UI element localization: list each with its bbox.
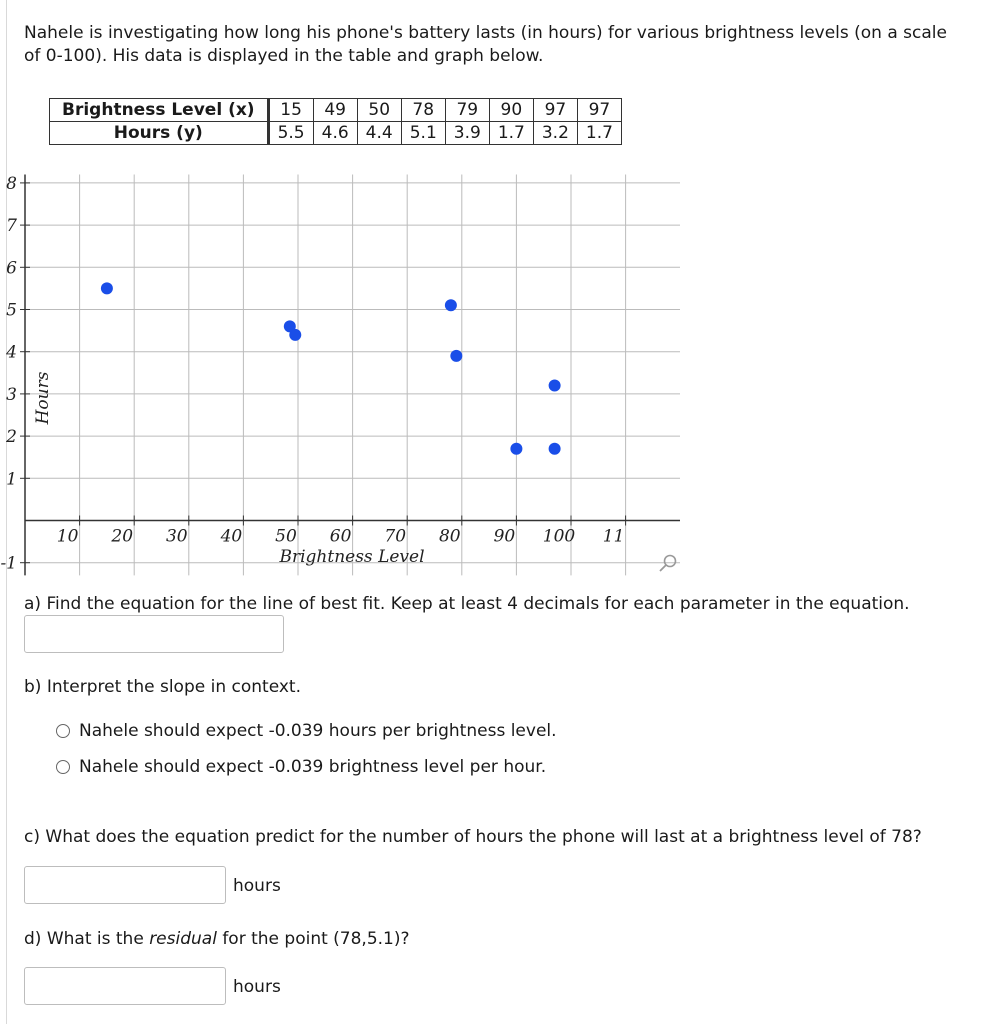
unit-label-d: hours	[233, 977, 281, 997]
x-tick-label: 60	[329, 526, 352, 547]
x-tick-label: 40	[220, 526, 243, 547]
question-d-suffix: for the point (78,5.1)?	[216, 929, 410, 949]
data-point	[289, 329, 301, 341]
y-axis-label: Hours	[33, 371, 53, 425]
data-table	[49, 98, 622, 145]
table-cell: 97	[533, 99, 577, 122]
data-point	[510, 443, 522, 455]
y-tick-label: 6	[6, 258, 17, 279]
question-d-term: residual	[149, 929, 217, 949]
x-tick-label: 100	[542, 526, 576, 547]
radio-circle-icon[interactable]	[56, 724, 70, 738]
table-row-y	[50, 122, 622, 145]
plot-grid	[25, 174, 680, 575]
x-tick-label: 30	[165, 526, 188, 547]
unit-label-c: hours	[233, 876, 281, 896]
table-cell: 15	[268, 99, 313, 122]
x-tick-label: 20	[111, 526, 134, 547]
y-tick-label: 5	[6, 300, 17, 321]
plot-axes	[20, 174, 680, 575]
option-hours-per-brightness[interactable]	[56, 720, 557, 742]
y-tick-label: -1	[0, 553, 17, 574]
x-axis-label: Brightness Level	[279, 547, 425, 567]
y-tick-label: 8	[6, 173, 17, 194]
option-brightness-per-hour[interactable]	[56, 756, 546, 778]
x-tick-label: 10	[56, 526, 79, 547]
question-a: a) Find the equation for the line of best fit. Keep at least 4 decimals for each parameter in the equation.	[24, 594, 910, 614]
x-tick-label: 90	[493, 526, 516, 547]
table-cell: 5.5	[268, 122, 313, 145]
data-point	[549, 443, 561, 455]
table-cell: 4.6	[313, 122, 357, 145]
table-cell: 3.2	[533, 122, 577, 145]
data-point	[445, 299, 457, 311]
row-header-x: Brightness Level (x)	[50, 99, 269, 122]
row-header-y: Hours (y)	[50, 122, 269, 145]
data-point	[549, 379, 561, 391]
question-c: c) What does the equation predict for the number of hours the phone will last at a brightness level of 78?	[24, 827, 922, 847]
data-point	[101, 282, 113, 294]
y-tick-label: 4	[6, 342, 17, 363]
table-cell: 50	[357, 99, 401, 122]
question-b: b) Interpret the slope in context.	[24, 677, 301, 697]
data-point	[450, 350, 462, 362]
y-tick-label: 7	[6, 216, 17, 237]
y-tick-label: 3	[6, 384, 17, 405]
x-tick-label: 11	[602, 526, 625, 547]
table-cell: 3.9	[445, 122, 489, 145]
table-cell: 1.7	[489, 122, 533, 145]
scatter-plot	[0, 170, 720, 580]
answer-c-input[interactable]	[24, 866, 226, 904]
answer-a-input[interactable]	[24, 615, 284, 653]
plot-tick-labels	[0, 174, 624, 574]
question-d-prefix: d) What is the	[24, 929, 150, 949]
table-row-x	[50, 99, 622, 122]
x-tick-label: 80	[438, 526, 461, 547]
radio-circle-icon[interactable]	[56, 760, 70, 774]
x-tick-label: 50	[275, 526, 297, 547]
table-cell: 97	[577, 99, 621, 122]
table-cell: 1.7	[577, 122, 621, 145]
option-label: Nahele should expect -0.039 hours per brightness level.	[79, 721, 557, 741]
problem-intro: Nahele is investigating how long his phone's battery lasts (in hours) for various brightness levels (on a scale of 0-100). His data is displayed in the table and graph below.	[24, 23, 947, 66]
x-tick-label: 70	[384, 526, 407, 547]
plot-points	[101, 282, 561, 454]
table-cell: 49	[313, 99, 357, 122]
y-tick-label: 2	[6, 427, 17, 448]
question-d	[24, 928, 410, 950]
table-cell: 4.4	[357, 122, 401, 145]
zoom-icon[interactable]	[657, 553, 679, 575]
y-tick-label: 1	[6, 469, 17, 490]
table-cell: 79	[445, 99, 489, 122]
table-cell: 90	[489, 99, 533, 122]
table-cell: 5.1	[401, 122, 445, 145]
answer-d-input[interactable]	[24, 967, 226, 1005]
option-label: Nahele should expect -0.039 brightness level per hour.	[79, 757, 547, 777]
table-cell: 78	[401, 99, 445, 122]
